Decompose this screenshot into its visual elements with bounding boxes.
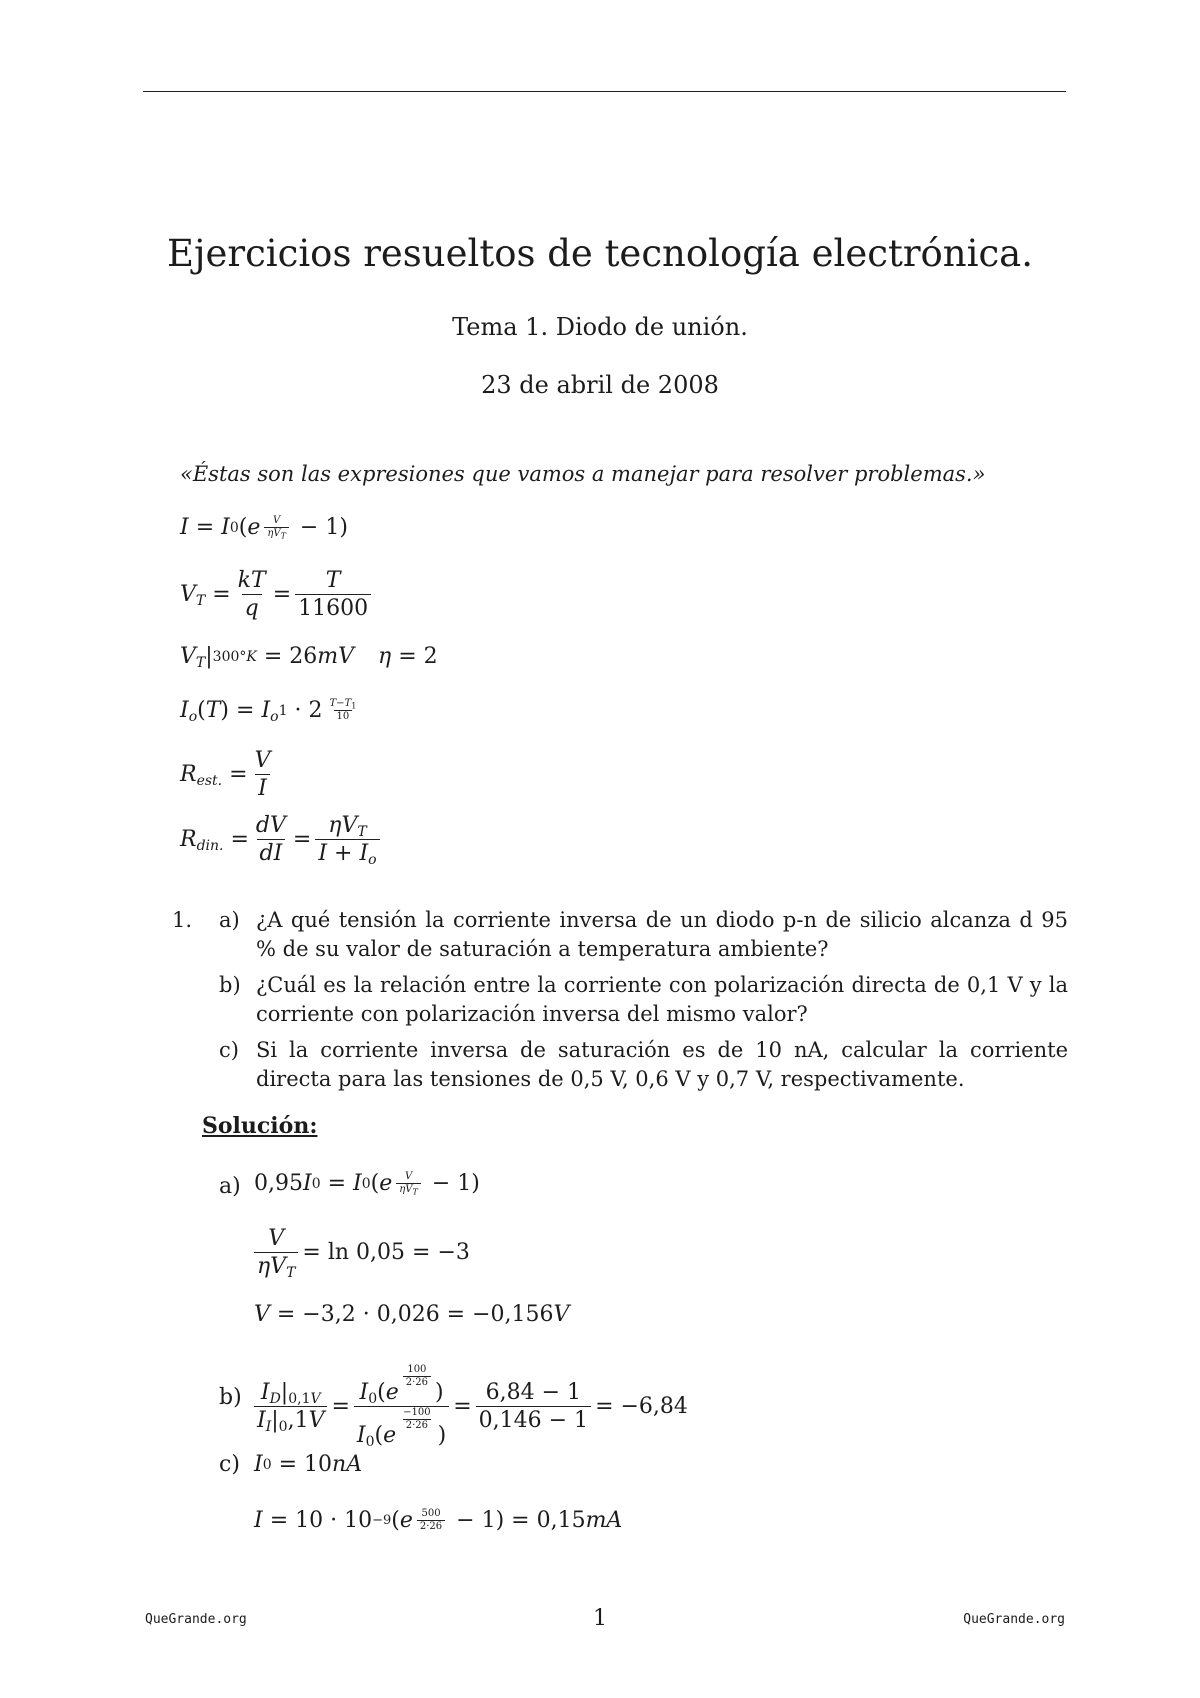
- document-date: 23 de abril de 2008: [481, 371, 719, 399]
- solution-c-step1: I 0 = 10 nA: [254, 1452, 363, 1477]
- solution-a-step2: $\frac{V}{\eta V_T}$ = ln 0,05 = −3: [254, 1226, 470, 1279]
- solution-label-c: c): [219, 1452, 240, 1477]
- problem-item-a: [219, 906, 1068, 964]
- solution-label-a: a): [219, 1174, 241, 1199]
- formula-temperature-current: $I_o$ ( T ) = $I_o$ 1 · 2 $\frac{T-T_1}{10}$: [180, 698, 357, 726]
- header-rule: [143, 91, 1066, 92]
- formula-dynamic-resistance: $R_{din.}$ = $\frac{dV}{dI}$ = $\frac{\eta V_T}{I + I_o}$: [180, 813, 384, 866]
- solution-a-step1: 0,95 I 0 = I 0 ( e $\frac{V}{\eta V_T}$ − 1): [254, 1171, 480, 1197]
- solution-a-step3: V = −3,2 · 0,026 = −0,156 V: [254, 1302, 570, 1327]
- document-subtitle: Tema 1. Diodo de unión.: [452, 313, 748, 341]
- formula-thermal-voltage: $V_T$ = $\frac{kT}{q}$ = $\frac{T}{11600}$: [180, 568, 375, 621]
- item-text: ¿Cuál es la relación entre la corriente con polarización directa de 0,1 V y la corriente con polarización inversa del mismo valor?: [256, 973, 1068, 1026]
- item-label: c): [219, 1038, 239, 1062]
- item-label: a): [219, 908, 240, 932]
- item-label: b): [219, 973, 241, 997]
- item-text: Si la corriente inversa de saturación es de 10 nA, calcular la corriente directa para las tensiones de 0,5 V, 0,6 V y 0,7 V, respectivamente.: [256, 1038, 1068, 1091]
- formula-diode-current: I = I 0 ( e $\frac{V}{\eta V_T}$ − 1): [180, 515, 348, 541]
- document-title: Ejercicios resueltos de tecnología electrónica.: [167, 232, 1033, 275]
- intro-text: «Éstas son las expresiones que vamos a manejar para resolver problemas.»: [180, 462, 986, 486]
- problem-number: 1.: [172, 908, 193, 932]
- solution-b-step1: $\frac{I_D|_{0,1V}}{I_I|_0,1V}$ = $I_0(e$ $\frac{100}{2\cdot 26}$ ) $I_0(e$ $\frac{-100}{2\cdot 26}$ ) = $\frac{6,84 - 1}{0,146 - 1}$ = −6,84: [254, 1365, 688, 1448]
- problem-item-b: [219, 971, 1068, 1029]
- formula-vt-value: $V_T$ | 300°K = 26 mV η = 2: [180, 644, 438, 672]
- formula-static-resistance: $R_{est.}$ = $\frac{V}{I}$: [180, 748, 271, 801]
- page-number: 1: [593, 1606, 607, 1631]
- solution-heading: Solución:: [202, 1113, 318, 1139]
- solution-label-b: b): [219, 1385, 242, 1410]
- problem-item-c: [219, 1036, 1068, 1094]
- solution-c-step2: I = 10 · 10 −9 ( e $\frac{500}{2\cdot 26}$ − 1) = 0,15 mA: [254, 1508, 623, 1533]
- footer-site-left: QueGrande.org: [145, 1612, 247, 1627]
- footer-site-right: QueGrande.org: [963, 1612, 1065, 1627]
- problem-1: [172, 906, 1068, 1101]
- item-text: ¿A qué tensión la corriente inversa de un diodo p-n de silicio alcanza d 95 % de su valor de saturación a temperatura ambiente?: [256, 908, 1068, 961]
